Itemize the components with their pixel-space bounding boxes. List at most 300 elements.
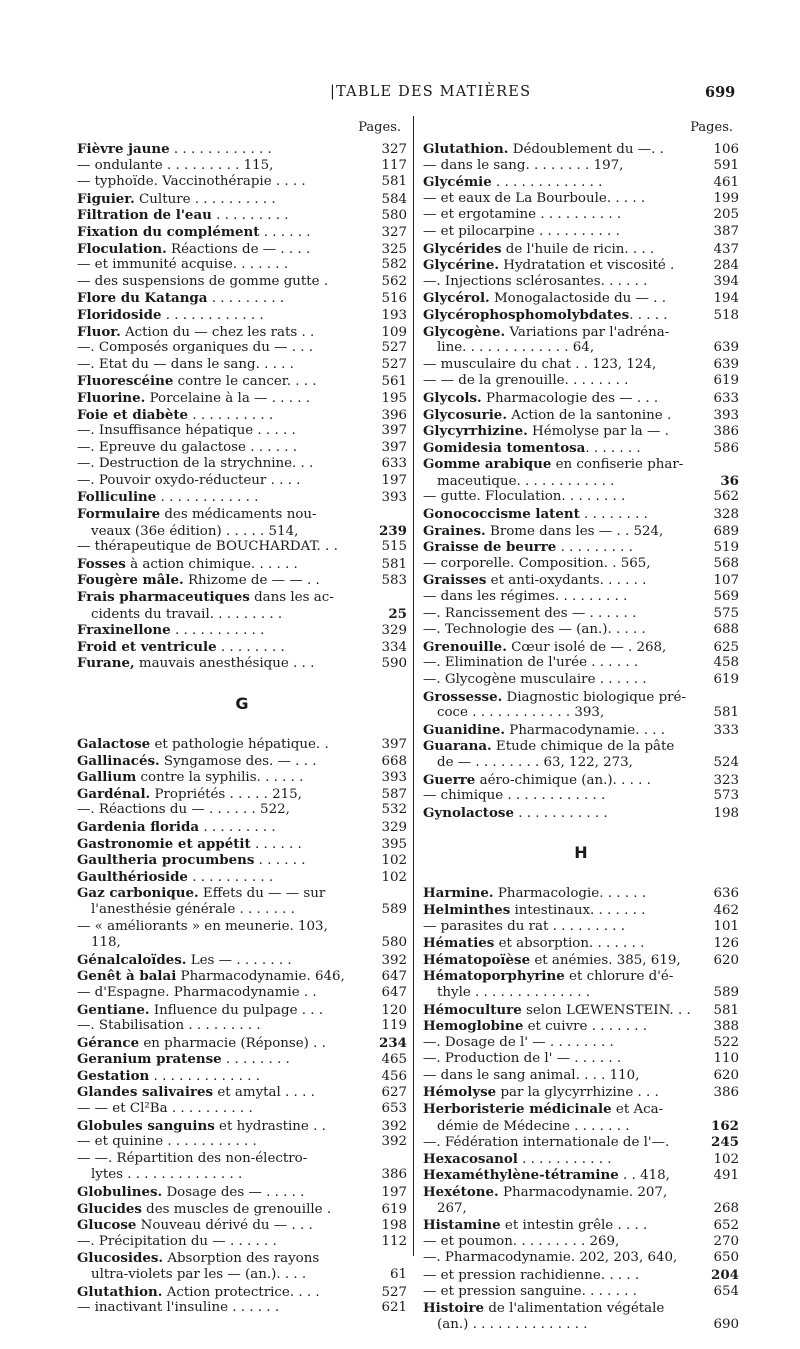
entry-text: [423, 1300, 705, 1317]
entry-detail: —. Composés organiques du — . . .: [77, 340, 314, 356]
entry-headword: Glycémie: [423, 174, 492, 191]
index-entry: [423, 1002, 739, 1019]
index-entry: [423, 788, 739, 805]
entry-detail: Pharmacologie des — . . .: [481, 390, 659, 406]
page-reference: 580: [381, 935, 407, 951]
entry-text: [77, 968, 373, 985]
index-entry: [423, 1035, 739, 1052]
index-entry: [77, 473, 407, 490]
index-entry: [77, 836, 407, 853]
entry-headword: Hemoglobine: [423, 1018, 524, 1035]
index-entry: [423, 738, 739, 755]
page-reference: 329: [381, 819, 407, 835]
entry-headword: Graisse de beurre: [423, 539, 557, 556]
index-entry-continuation: [423, 473, 739, 490]
entry-text: [423, 1234, 705, 1251]
page-reference: 619: [381, 1201, 407, 1217]
index-entry: [77, 655, 407, 672]
page-reference: 388: [713, 1019, 739, 1035]
entry-detail: et hydrastine . .: [214, 1118, 326, 1134]
entry-text: [77, 241, 373, 258]
entry-headword: Gynolactose: [423, 804, 514, 821]
entry-detail: dans les ac-: [249, 590, 334, 606]
index-entry: [423, 902, 739, 919]
index-entry: [77, 736, 407, 753]
entry-detail: . . . . . . . . . . . . .: [491, 175, 603, 191]
index-entry: [77, 985, 407, 1002]
page-reference: 117: [381, 157, 407, 173]
entry-detail: . . . . . . . . .: [199, 819, 276, 835]
index-entry: [77, 373, 407, 390]
page-reference: 110: [713, 1051, 739, 1067]
index-entry: [423, 1267, 739, 1284]
section-letter: G: [235, 694, 249, 713]
index-entry: [423, 1300, 739, 1317]
page-reference: 515: [381, 539, 407, 555]
entry-text: [77, 556, 373, 573]
index-entry: [423, 722, 739, 739]
page-reference: 620: [713, 952, 739, 968]
entry-detail: des muscles de grenouille .: [141, 1201, 332, 1217]
index-entry: [77, 968, 407, 985]
page-reference: 268: [713, 1200, 739, 1216]
index-entry: [423, 1101, 739, 1118]
index-entry: [77, 224, 407, 241]
entry-headword: Flore du Katanga: [77, 290, 208, 307]
entry-text: [77, 506, 373, 523]
entry-headword: Filtration de l'eau: [77, 207, 212, 224]
index-entry: [423, 324, 739, 341]
entry-text: [77, 257, 373, 274]
page-reference: 532: [381, 802, 407, 818]
entry-text: [423, 440, 705, 457]
entry-text: [423, 1217, 705, 1234]
entry-text: [423, 902, 705, 919]
entry-headword: Hématies: [423, 935, 495, 952]
entry-text: [77, 1234, 373, 1251]
entry-headword: Gérance: [77, 1034, 140, 1051]
entry-detail: . . . . . .: [250, 836, 302, 852]
page-reference: 392: [381, 1118, 407, 1134]
index-entry-continuation: [77, 902, 407, 919]
entry-text: [77, 340, 373, 357]
index-entry: [423, 772, 739, 789]
entry-headword: Hémolyse: [423, 1084, 497, 1101]
index-entry: [423, 606, 739, 623]
index-entry: [423, 1068, 739, 1085]
entry-detail: —. Injections sclérosantes. . . . . .: [423, 273, 648, 289]
entry-text: [423, 1250, 705, 1267]
index-entry: [77, 407, 407, 424]
page-reference: 25: [388, 605, 407, 622]
page-reference: 575: [713, 605, 739, 621]
page-reference: 465: [381, 1052, 407, 1068]
page-reference: 270: [713, 1233, 739, 1249]
entry-detail: et anémies. 385, 619,: [530, 952, 681, 968]
entry-headword: Glycols.: [423, 389, 482, 406]
entry-detail: . . . . . . . . . . . .: [161, 307, 264, 323]
entry-headword: Hématopoïèse: [423, 951, 531, 968]
index-entry: [77, 852, 407, 869]
entry-headword: Fluor.: [77, 323, 121, 340]
index-entry: [77, 191, 407, 208]
entry-headword: Guanidine.: [423, 721, 506, 738]
page-reference: 386: [713, 1085, 739, 1101]
page-reference: 197: [381, 1185, 407, 1201]
page-reference: 581: [381, 556, 407, 572]
entry-detail: Variations par l'adréna-: [505, 324, 670, 340]
entry-detail: Les — . . . . . . .: [186, 952, 292, 968]
entry-text: [77, 357, 373, 374]
entry-headword: Figuier.: [77, 190, 135, 207]
entry-text: [77, 1002, 373, 1019]
entry-headword: Hématoporphyrine: [423, 968, 565, 985]
index-entry: [423, 1250, 739, 1267]
entry-text: [77, 985, 373, 1002]
page-reference: 198: [713, 805, 739, 821]
index-entry: [77, 423, 407, 440]
entry-detail: intestinaux. . . . . . .: [510, 902, 646, 918]
page-reference: 204: [711, 1267, 739, 1283]
page-reference: 562: [713, 489, 739, 505]
entry-detail: ultra-violets par les — (an.). . . .: [91, 1267, 307, 1282]
page-reference: 126: [713, 936, 739, 952]
entry-text: [77, 935, 373, 952]
index-entry: [423, 1167, 739, 1184]
entry-detail: —. Production de l' — . . . . . .: [423, 1051, 622, 1067]
entry-text: [423, 324, 705, 341]
entry-headword: Fraxinellone: [77, 622, 171, 639]
entry-headword: Fluorine.: [77, 389, 146, 406]
page-reference: 647: [381, 984, 407, 1000]
entry-detail: en pharmacie (Réponse) . .: [139, 1035, 326, 1051]
entry-text: [77, 373, 373, 390]
page-reference: 195: [381, 390, 407, 406]
entry-text: [423, 1317, 705, 1334]
entry-detail: — et immunité acquise. . . . . . .: [77, 257, 289, 273]
entry-text: [423, 257, 705, 274]
page-reference: 194: [713, 291, 739, 307]
page-reference: 325: [381, 241, 407, 257]
entry-text: [423, 606, 705, 623]
entry-detail: —. Pharmacodynamie. 202, 203, 640,: [423, 1250, 678, 1266]
entry-headword: Grenouille.: [423, 638, 507, 655]
entry-headword: Helminthes: [423, 901, 511, 918]
index-entry: [77, 1018, 407, 1035]
entry-detail: Diagnostic biologique pré-: [502, 689, 687, 705]
entry-detail: Pharmacologie. . . . . .: [493, 886, 647, 902]
entry-detail: — ondulante . . . . . . . . . 115,: [77, 157, 274, 173]
entry-text: [423, 589, 705, 606]
index-entry: [423, 141, 739, 158]
entry-detail: de l'huile de ricin. . . .: [501, 241, 655, 257]
index-entry: [423, 523, 739, 540]
entry-detail: Nouveau dérivé du — . . .: [136, 1218, 313, 1234]
entry-headword: Geranium pratense: [77, 1051, 222, 1068]
entry-detail: — parasites du rat . . . . . . . . .: [423, 918, 626, 934]
index-entry-continuation: [423, 1118, 739, 1135]
index-entry: [423, 1151, 739, 1168]
entry-detail: contre la syphilis. . . . . .: [136, 770, 304, 786]
entry-headword: Génalcaloïdes.: [77, 951, 187, 968]
entry-detail: contre le cancer. . . .: [173, 374, 317, 390]
entry-text: [77, 1018, 373, 1035]
entry-text: [423, 274, 705, 291]
entry-text: [77, 207, 373, 224]
entry-detail: et absorption. . . . . . .: [494, 936, 645, 952]
entry-detail: Etude chimique de la pâte: [491, 739, 675, 755]
entry-detail: démie de Médecine . . . . . . .: [437, 1118, 630, 1134]
entry-text: [77, 852, 373, 869]
index-entry: [77, 556, 407, 573]
entry-text: [77, 141, 373, 158]
entry-detail: Pharmacodynamie. . . .: [505, 722, 666, 738]
entry-detail: Effets du — — sur: [198, 886, 326, 902]
index-entry: [77, 357, 407, 374]
entry-text: [423, 489, 705, 506]
entry-headword: Gomme arabique: [423, 456, 552, 473]
entry-detail: . . . . . . . . . . .: [513, 805, 608, 821]
index-entry: [77, 1051, 407, 1068]
entry-text: [423, 738, 705, 755]
entry-detail: et chlorure d'é-: [564, 969, 674, 985]
index-entry: [423, 191, 739, 208]
entry-text: [77, 786, 373, 803]
entry-detail: — gutte. Floculation. . . . . . . .: [423, 489, 626, 505]
entry-text: [423, 523, 705, 540]
page-reference: 393: [713, 407, 739, 423]
entry-detail: 267,: [437, 1200, 467, 1216]
entry-headword: Grossesse.: [423, 688, 503, 705]
entry-text: [77, 607, 373, 623]
entry-detail: Pharmacodynamie. 646,: [176, 969, 345, 985]
index-entry: [423, 589, 739, 606]
entry-detail: — musculaire du chat . . 123, 124,: [423, 356, 657, 372]
entry-text: [423, 539, 705, 556]
entry-text: [423, 174, 705, 191]
entry-text: [423, 474, 705, 490]
page-reference: 101: [713, 918, 739, 934]
page-reference: 583: [381, 573, 407, 589]
entry-headword: Glycyrrhizine.: [423, 423, 528, 440]
entry-detail: — et poumon. . . . . . . . . 269,: [423, 1233, 620, 1249]
index-entry-continuation: [423, 985, 739, 1002]
entry-detail: — thérapeutique de BOUCHARDAT. . .: [77, 539, 338, 555]
entry-detail: Réactions de — . . . .: [166, 241, 311, 257]
page-reference: 518: [713, 307, 739, 323]
entry-text: [77, 1151, 373, 1168]
entry-text: [423, 1002, 705, 1019]
entry-headword: Hexacosanol: [423, 1150, 518, 1167]
index-entry: [423, 639, 739, 656]
entry-detail: —. Pouvoir oxydo-réducteur . . . .: [77, 472, 301, 488]
entry-text: [77, 902, 373, 919]
entry-text: [77, 489, 373, 506]
entry-detail: et cuivre . . . . . . .: [523, 1019, 648, 1035]
index-column-right: [423, 120, 739, 1333]
entry-text: [423, 1135, 705, 1151]
page-reference: 197: [381, 472, 407, 488]
page-reference: 327: [381, 142, 407, 157]
entry-text: [77, 1184, 373, 1201]
page-reference: 107: [713, 573, 739, 589]
page-reference: 397: [381, 423, 407, 439]
entry-text: [423, 1101, 705, 1118]
page-reference: 392: [381, 1134, 407, 1150]
entry-text: [77, 158, 373, 175]
page-reference: 61: [389, 1267, 407, 1282]
entry-detail: en confiserie phar-: [551, 457, 684, 473]
entry-text: [423, 1201, 705, 1218]
page-reference: 234: [379, 1034, 407, 1051]
entry-headword: Galactose: [77, 736, 151, 752]
entry-text: [423, 290, 705, 307]
entry-text: [77, 1284, 373, 1301]
entry-headword: Hexaméthylène-tétramine: [423, 1167, 619, 1184]
entry-detail: — et pression rachidienne. . . . .: [423, 1268, 640, 1283]
entry-detail: . . . . . . .: [585, 440, 641, 456]
entry-detail: à action chimique. . . . . .: [125, 556, 298, 572]
index-entry: [423, 224, 739, 241]
index-entry-continuation: [423, 1201, 739, 1218]
index-entry: [423, 968, 739, 985]
page-number: 699: [705, 84, 736, 101]
index-entry: [77, 207, 407, 224]
index-entry: [77, 274, 407, 291]
entry-text: [77, 1217, 373, 1234]
page-reference: 527: [381, 1284, 407, 1300]
index-entry: [423, 672, 739, 689]
entry-text: [423, 722, 705, 739]
entry-detail: —. Glycogène musculaire . . . . . .: [423, 672, 647, 687]
entry-detail: et pathologie hépatique. .: [150, 737, 329, 752]
entry-headword: Glucosides.: [77, 1250, 164, 1267]
page-reference: 636: [713, 886, 739, 902]
entry-detail: . . . . . . . . . . . . .: [149, 1068, 260, 1084]
page-reference: 162: [711, 1117, 739, 1134]
entry-text: [423, 1184, 705, 1201]
index-entry: [423, 506, 739, 523]
entry-headword: Froid et ventricule: [77, 638, 217, 655]
entry-detail: . . . . . .: [254, 853, 306, 869]
entry-detail: —. Stabilisation . . . . . . . . .: [77, 1018, 261, 1034]
entry-detail: et Aca-: [611, 1102, 664, 1118]
entry-detail: veaux (36e édition) . . . . . 514,: [91, 523, 299, 539]
entry-text: [77, 191, 373, 208]
entry-detail: Propriétés . . . . . 215,: [150, 786, 302, 802]
entry-headword: Guerre: [423, 771, 476, 788]
page-reference: 437: [713, 241, 739, 257]
index-entry: [77, 769, 407, 786]
index-entry: [77, 290, 407, 307]
page-reference: 199: [713, 190, 739, 206]
entry-headword: Gaultheria procumbens: [77, 852, 255, 869]
entry-text: [423, 1035, 705, 1052]
page-reference: 387: [713, 223, 739, 239]
index-entry: [423, 440, 739, 457]
entry-detail: —. Destruction de la strychnine. . .: [77, 456, 314, 472]
entry-detail: Monogalactoside du — . .: [489, 291, 666, 307]
page-reference: 328: [713, 507, 739, 523]
index-entry: [423, 257, 739, 274]
entry-text: [423, 772, 705, 789]
page-reference: 327: [381, 224, 407, 240]
page-reference: 119: [381, 1018, 407, 1034]
page-reference: 589: [713, 984, 739, 1000]
page-reference: 573: [713, 788, 739, 804]
entry-headword: Gardenia florida: [77, 818, 200, 835]
entry-headword: Histamine: [423, 1217, 501, 1234]
running-title: |TABLE DES MATIÈRES: [330, 84, 532, 100]
index-entry: [77, 802, 407, 819]
index-entry: [77, 141, 407, 158]
entry-text: [77, 753, 373, 770]
entry-text: [423, 788, 705, 805]
entry-text: [423, 390, 705, 407]
entry-text: [77, 290, 373, 307]
entry-detail: mauvais anesthésique . . .: [134, 656, 315, 672]
entry-headword: Floculation.: [77, 240, 167, 257]
entry-detail: —. Technologie des — (an.). . . . .: [423, 622, 646, 638]
page-reference: 653: [381, 1101, 407, 1117]
index-entry: [77, 639, 407, 656]
entry-detail: . . . . . .: [259, 224, 311, 240]
entry-detail: . . . . . . . . .: [207, 291, 285, 307]
entry-headword: Gardénal.: [77, 785, 151, 802]
entry-text: [77, 819, 373, 836]
entry-headword: Glutathion.: [423, 141, 509, 157]
entry-headword: Foie et diabète: [77, 406, 189, 423]
entry-text: [423, 456, 705, 473]
entry-text: [77, 1201, 373, 1218]
page-reference: 392: [381, 952, 407, 968]
entry-detail: . . . . . . . .: [216, 639, 285, 655]
entry-headword: Glycérine.: [423, 257, 500, 274]
entry-detail: — dans le sang. . . . . . . . 197,: [423, 157, 624, 173]
index-entry: [77, 1002, 407, 1019]
entry-detail: — et quinine . . . . . . . . . . .: [77, 1134, 257, 1150]
entry-text: [423, 655, 705, 672]
index-entry: [423, 1084, 739, 1101]
index-entry: [423, 805, 739, 822]
index-entry: [423, 423, 739, 440]
page-reference: 109: [381, 324, 407, 340]
entry-detail: Syngamose des. — . . .: [159, 753, 317, 769]
entry-text: [423, 1167, 705, 1184]
page-reference: 329: [381, 623, 407, 639]
entry-text: [77, 524, 373, 540]
entry-text: [77, 802, 373, 819]
entry-headword: Glycogène.: [423, 323, 506, 340]
index-entry: [77, 1118, 407, 1135]
index-entry: [423, 919, 739, 936]
index-entry: [77, 786, 407, 803]
entry-text: [77, 1267, 373, 1284]
index-entry: [77, 1250, 407, 1267]
index-entry: [77, 1184, 407, 1201]
entry-text: [77, 1035, 373, 1052]
entry-detail: et amytal . . . .: [213, 1085, 315, 1101]
index-entry: [423, 357, 739, 374]
entry-detail: —. Rancissement des — . . . . . .: [423, 605, 637, 621]
index-entry: [77, 952, 407, 969]
page-reference: 519: [713, 540, 739, 556]
entry-detail: thyle . . . . . . . . . . . . . .: [437, 984, 590, 1000]
entry-headword: Fixation du complément: [77, 223, 260, 240]
entry-text: [423, 423, 705, 440]
entry-text: [77, 952, 373, 969]
index-entry: [423, 390, 739, 407]
